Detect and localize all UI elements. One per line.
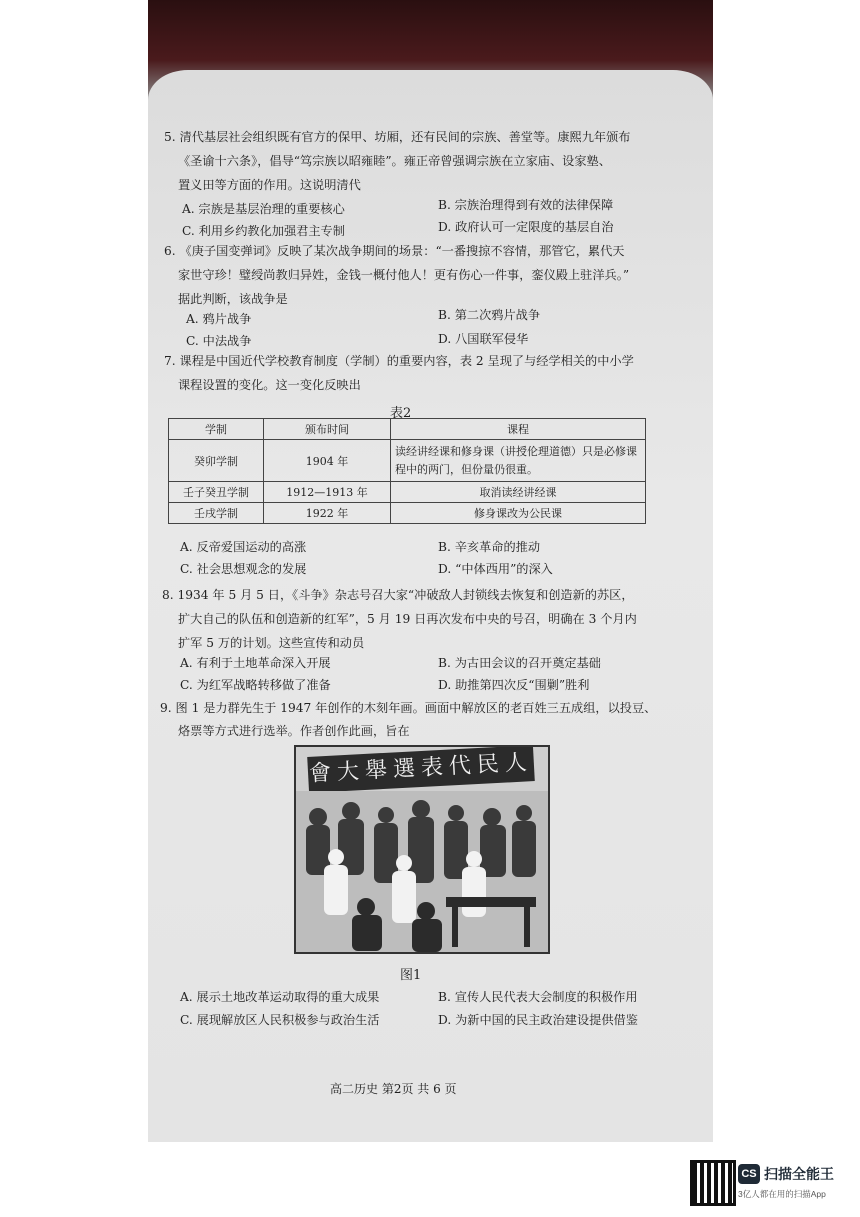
q8-line1: 8. 1934 年 5 月 5 日，《斗争》杂志号召大家“冲破敌人封锁线去恢复和创造新的苏区， [162, 588, 634, 602]
q6-option-a: A. 鸦片战争 [186, 312, 252, 326]
table-cell: 读经讲经课和修身课（讲授伦理道德）只是必修课程中的两门，但份量仍很重。 [391, 440, 646, 482]
camscanner-logo-icon: CS [738, 1164, 760, 1184]
q5-option-d: D. 政府认可一定限度的基层自治 [438, 220, 614, 234]
table-header: 学制 [169, 419, 264, 440]
q8-line3: 扩军 5 万的计划。这些宣传和动员 [178, 636, 365, 650]
q6-option-b: B. 第二次鸦片战争 [438, 308, 541, 322]
camscanner-name: 扫描全能王 [764, 1166, 834, 1182]
q8-line2: 扩大自己的队伍和创造新的红军”，5 月 19 日再次发布中央的号召，明确在 3 个月内 [178, 612, 637, 626]
q6-option-c: C. 中法战争 [186, 334, 252, 348]
table-cell: 癸卯学制 [169, 440, 264, 482]
q6-line3: 据此判断，该战争是 [178, 292, 288, 306]
camscanner-tagline: 3亿人都在用的扫描App [738, 1189, 826, 1199]
q9-option-b: B. 宣传人民代表大会制度的积极作用 [438, 990, 638, 1004]
q5-option-b: B. 宗族治理得到有效的法律保障 [438, 198, 614, 212]
q9-option-a: A. 展示土地改革运动取得的重大成果 [180, 990, 380, 1004]
course-table [168, 418, 646, 524]
q7-line2: 课程设置的变化。这一变化反映出 [178, 378, 361, 392]
table-cell: 1904 年 [264, 440, 391, 482]
q5-line1: 5. 清代基层社会组织既有官方的保甲、坊厢，还有民间的宗族、善堂等。康熙九年颁布 [164, 130, 631, 144]
q9-option-d: D. 为新中国的民主政治建设提供借鉴 [438, 1013, 638, 1027]
q6-line2: 家世守珍！璧绶尚教归异姓，金钱一概付他人！更有伤心一件事，銮仪殿上驻洋兵。” [178, 268, 630, 282]
table-header: 颁布时间 [264, 419, 391, 440]
q6-option-d: D. 八国联军侵华 [438, 332, 529, 346]
q7-option-b: B. 辛亥革命的推动 [438, 540, 541, 554]
q8-option-c: C. 为红军战略转移做了准备 [180, 678, 331, 692]
q9-line2: 烙票等方式进行选举。作者创作此画，旨在 [178, 724, 410, 738]
woodcut-banner: 會大舉選表代民人 [307, 745, 535, 793]
q7-line1: 7. 课程是中国近代学校教育制度（学制）的重要内容，表 2 呈现了与经学相关的中小学 [164, 354, 634, 368]
q6-line1: 6. 《庚子国变弹词》反映了某次战争期间的场景：“一番搜掠不容情，那管它，累代天 [164, 244, 625, 258]
table-cell: 壬戌学制 [169, 503, 264, 524]
table-cell: 1912—1913 年 [264, 482, 391, 503]
q5-line2: 《圣谕十六条》，倡导“笃宗族以昭雍睦”。雍正帝曾强调宗族在立家庙、设家塾、 [178, 154, 611, 168]
q9-option-c: C. 展现解放区人民积极参与政治生活 [180, 1013, 380, 1027]
q8-option-a: A. 有利于土地革命深入开展 [180, 656, 331, 670]
figure-caption: 图1 [400, 968, 422, 983]
crowd-illustration [296, 747, 548, 952]
q8-option-d: D. 助推第四次反“围剿”胜利 [438, 678, 590, 692]
q9-line1: 9. 图 1 是力群先生于 1947 年创作的木刻年画。画面中解放区的老百姓三五成组，以投豆、 [160, 701, 657, 715]
qr-code-icon [690, 1160, 736, 1206]
q8-option-b: B. 为古田会议的召开奠定基础 [438, 656, 601, 670]
table-cell: 取消读经讲经课 [391, 482, 646, 503]
table-cell: 1922 年 [264, 503, 391, 524]
q5-line3: 置义田等方面的作用。这说明清代 [178, 178, 361, 192]
q7-option-c: C. 社会思想观念的发展 [180, 562, 307, 576]
q7-option-a: A. 反帝爱国运动的高涨 [180, 540, 307, 554]
page-footer: 高二历史 第2页 共 6 页 [330, 1082, 457, 1096]
table-header: 课程 [391, 419, 646, 440]
q7-option-d: D. “中体西用”的深入 [438, 562, 553, 576]
q5-option-a: A. 宗族是基层治理的重要核心 [182, 202, 345, 216]
table-caption: 表2 [390, 406, 412, 421]
woodcut-election-image [294, 745, 550, 954]
q5-option-c: C. 利用乡约教化加强君主专制 [182, 224, 345, 238]
table-cell: 修身课改为公民课 [391, 503, 646, 524]
table-cell: 壬子癸丑学制 [169, 482, 264, 503]
